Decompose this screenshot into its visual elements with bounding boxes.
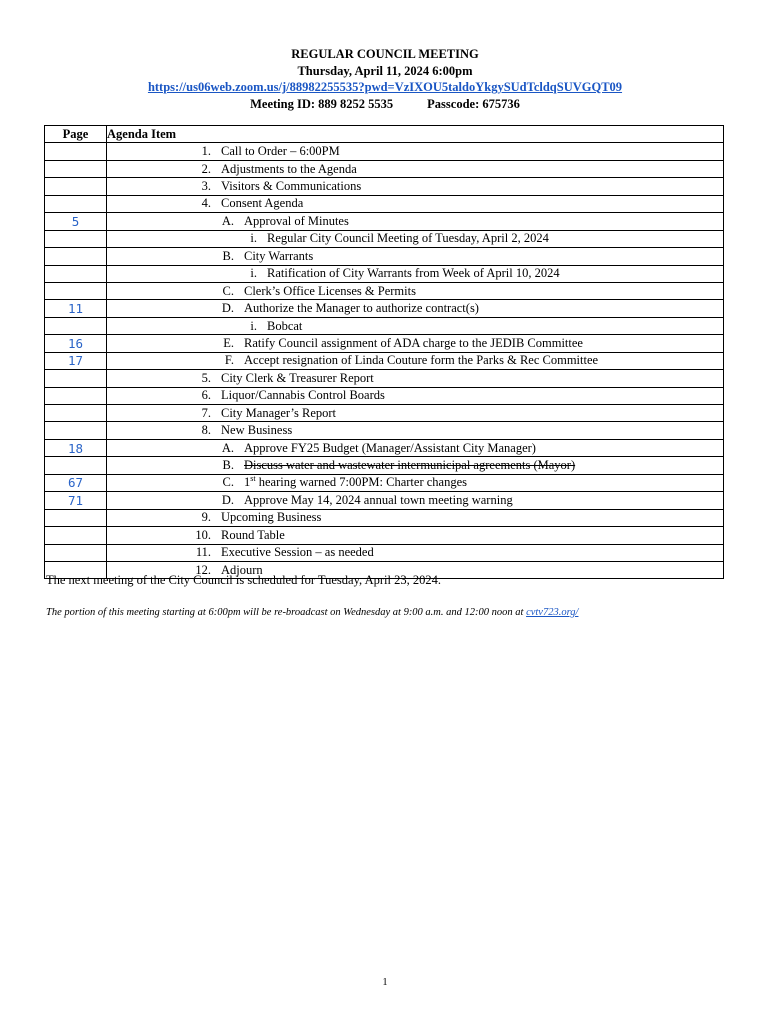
page-number-cell (45, 405, 107, 422)
agenda-row (45, 195, 724, 212)
agenda-item-label: Round Table (221, 527, 285, 542)
agenda-item-cell (107, 492, 724, 509)
agenda-row (45, 335, 724, 352)
agenda-item-number: B. (222, 248, 234, 263)
agenda-item-number: i. (250, 231, 257, 246)
page-number-cell: 18 (45, 439, 107, 456)
agenda-row (45, 143, 724, 160)
agenda-item-number: B. (222, 458, 234, 473)
agenda-row (45, 317, 724, 334)
page-number-cell (45, 160, 107, 177)
agenda-item-text (244, 284, 416, 299)
agenda-item-number: i. (250, 266, 257, 281)
agenda-row (45, 300, 724, 317)
agenda-item-number: 3. (201, 179, 211, 194)
page-number-cell (45, 248, 107, 265)
agenda-item-text (221, 179, 361, 194)
agenda-item-number: A. (221, 440, 234, 455)
agenda-item-cell (107, 457, 724, 474)
agenda-item-cell (107, 195, 724, 212)
agenda-item-number: 2. (201, 161, 211, 176)
agenda-row (45, 527, 724, 544)
page-number-cell: 11 (45, 300, 107, 317)
agenda-item-label: Adjourn (221, 562, 263, 577)
agenda-row (45, 422, 724, 439)
page-number-cell: 16 (45, 335, 107, 352)
agenda-row (45, 213, 724, 230)
agenda-item-cell (107, 335, 724, 352)
agenda-item-label: Clerk’s Office Licenses & Permits (244, 283, 416, 298)
agenda-item-cell (107, 213, 724, 230)
page-number-cell (45, 265, 107, 282)
agenda-row (45, 230, 724, 247)
agenda-item-text (221, 423, 292, 438)
agenda-item-number: 8. (201, 423, 211, 438)
agenda-item-label: Call to Order – 6:00PM (221, 144, 340, 159)
agenda-item-label: Accept resignation of Linda Couture form the Parks & Rec Committee (244, 353, 599, 368)
rebroadcast-note (46, 607, 578, 618)
agenda-item-text (221, 545, 374, 560)
page-number-cell (45, 370, 107, 387)
page-number-cell: 67 (45, 474, 107, 491)
agenda-item-label: Liquor/Cannabis Control Boards (221, 388, 385, 403)
agenda-item-cell (107, 509, 724, 526)
agenda-row (45, 457, 724, 474)
agenda-item-number: E. (223, 335, 234, 350)
agenda-item-cell (107, 370, 724, 387)
agenda-item-text (221, 510, 321, 525)
page-number-cell (45, 544, 107, 561)
agenda-item-text (244, 249, 313, 264)
agenda-item-text (244, 301, 479, 316)
agenda-item-number: C. (222, 475, 234, 490)
agenda-item-text (221, 528, 285, 543)
agenda-item-text (221, 388, 385, 403)
page-number-cell: 17 (45, 352, 107, 369)
agenda-item-number: 12. (195, 562, 211, 577)
agenda-item-label: Upcoming Business (221, 510, 322, 525)
agenda-item-label: Ratify Council assignment of ADA charge to the JEDIB Committee (244, 335, 583, 350)
agenda-item-label: Consent Agenda (221, 196, 304, 211)
agenda-item-text (267, 266, 560, 281)
agenda-item-text (267, 231, 549, 246)
agenda-item-text (221, 371, 374, 386)
agenda-row (45, 387, 724, 404)
agenda-item-text (244, 353, 598, 368)
agenda-item-cell (107, 248, 724, 265)
agenda-item-text (244, 336, 583, 351)
agenda-row (45, 282, 724, 299)
meeting-title: REGULAR COUNCIL MEETING (291, 47, 479, 61)
agenda-item-label: hearing warned 7:00PM: Charter changes (258, 475, 467, 490)
agenda-item-number: 11. (195, 545, 211, 560)
agenda-item-number: F. (224, 353, 234, 368)
agenda-item-text (244, 475, 467, 490)
agenda-item-cell (107, 474, 724, 491)
page-number-cell (45, 317, 107, 334)
agenda-item-label: Adjustments to the Agenda (221, 161, 357, 176)
agenda-row (45, 544, 724, 561)
ordinal-number: 1 (244, 475, 251, 490)
agenda-item-number: 6. (201, 388, 211, 403)
agenda-row (45, 509, 724, 526)
agenda-item-number: i. (250, 318, 257, 333)
rebroadcast-text: The portion of this meeting starting at 6:00pm will be re-broadcast on Wednesday at 9:00 a.m. and 12:00 noon at (46, 607, 527, 618)
agenda-item-label: Approve May 14, 2024 annual town meeting warning (244, 492, 513, 507)
agenda-row (45, 178, 724, 195)
agenda-row (45, 474, 724, 491)
page-number-cell (45, 457, 107, 474)
agenda-item-label: Authorize the Manager to authorize contract(s) (244, 301, 479, 316)
ordinal-suffix: st (250, 474, 256, 484)
agenda-item-number: D. (221, 301, 234, 316)
agenda-row (45, 265, 724, 282)
agenda-item-text (244, 441, 536, 456)
agenda-item-text (244, 458, 575, 473)
agenda-item-cell (107, 230, 724, 247)
page-number-cell (45, 143, 107, 160)
agenda-item-cell (107, 265, 724, 282)
page-number-cell (45, 195, 107, 212)
agenda-item-text (244, 214, 349, 229)
agenda-item-cell (107, 422, 724, 439)
agenda-item-cell (107, 178, 724, 195)
agenda-item-number: 7. (201, 405, 211, 420)
page-number-cell: 71 (45, 492, 107, 509)
agenda-item-text (221, 162, 357, 177)
meeting-passcode: Passcode: 675736 (427, 96, 520, 111)
agenda-item-number: 9. (201, 510, 211, 525)
agenda-item-number: 5. (201, 370, 211, 385)
agenda-item-text (244, 493, 513, 508)
agenda-item-cell (107, 439, 724, 456)
agenda-row (45, 160, 724, 177)
agenda-item-label: New Business (221, 423, 293, 438)
agenda-item-number: D. (221, 492, 234, 507)
zoom-link[interactable]: https://us06web.zoom.us/j/88982255535?pwd=VzIXOU5taldoYkgySUdTcldqSUVGQT09 (147, 80, 623, 94)
page-number-cell (45, 387, 107, 404)
page-number-cell (45, 422, 107, 439)
agenda-item-text (221, 406, 336, 421)
agenda-row (45, 439, 724, 456)
agenda-item-label: Approval of Minutes (244, 213, 349, 228)
agenda-item-cell (107, 387, 724, 404)
agenda-item-label: Executive Session – as needed (221, 545, 374, 560)
agenda-item-cell (107, 405, 724, 422)
page-number-cell (45, 178, 107, 195)
agenda-table (44, 125, 724, 579)
page-number: 1 (382, 977, 388, 988)
agenda-item-cell (107, 352, 724, 369)
meeting-header (0, 46, 770, 112)
page-number-cell: 5 (45, 213, 107, 230)
agenda-item-label: Approve FY25 Budget (Manager/Assistant City Manager) (244, 440, 536, 455)
agenda-item-number: 1. (201, 144, 211, 159)
agenda-item-number: 4. (201, 196, 211, 211)
agenda-item-column-header: Agenda Item (107, 126, 724, 143)
page-number-cell (45, 230, 107, 247)
agenda-item-label: City Warrants (244, 248, 314, 263)
agenda-row (45, 370, 724, 387)
meeting-id: Meeting ID: 889 8252 5535 (250, 96, 394, 111)
agenda-item-text (221, 196, 303, 211)
page-number-cell (45, 509, 107, 526)
agenda-item-cell (107, 527, 724, 544)
page-number-cell (45, 282, 107, 299)
agenda-item-label: Visitors & Communications (221, 179, 362, 194)
agenda-row (45, 492, 724, 509)
agenda-item-text (221, 144, 340, 159)
agenda-item-label: Ratification of City Warrants from Week of April 10, 2024 (267, 266, 560, 281)
cvtv-link[interactable]: cvtv723.org/ (526, 607, 579, 618)
agenda-item-number: 10. (195, 527, 211, 542)
agenda-row (45, 405, 724, 422)
agenda-item-label: City Manager’s Report (221, 405, 337, 420)
agenda-item-cell (107, 317, 724, 334)
agenda-item-label: Discuss water and wastewater intermunicipal agreements (Mayor) (244, 458, 576, 473)
page-number-cell (45, 527, 107, 544)
agenda-header-row (45, 126, 724, 143)
agenda-item-cell (107, 143, 724, 160)
page-column-header: Page (45, 126, 107, 143)
agenda-item-label: Regular City Council Meeting of Tuesday, April 2, 2024 (267, 231, 549, 246)
agenda-row (45, 248, 724, 265)
agenda-item-label: Bobcat (267, 318, 303, 333)
agenda-item-number: C. (222, 283, 234, 298)
agenda-item-cell (107, 300, 724, 317)
next-meeting-note: The next meeting of the City Council is scheduled for Tuesday, April 23, 2024. (46, 573, 441, 587)
meeting-date: Thursday, April 11, 2024 6:00pm (297, 63, 473, 78)
agenda-item-number: A. (221, 213, 234, 228)
agenda-item-cell (107, 282, 724, 299)
agenda-item-cell (107, 160, 724, 177)
meeting-credentials (0, 96, 770, 113)
agenda-item-text (267, 319, 302, 334)
agenda-item-label: City Clerk & Treasurer Report (221, 370, 374, 385)
agenda-row (45, 352, 724, 369)
agenda-item-cell (107, 544, 724, 561)
